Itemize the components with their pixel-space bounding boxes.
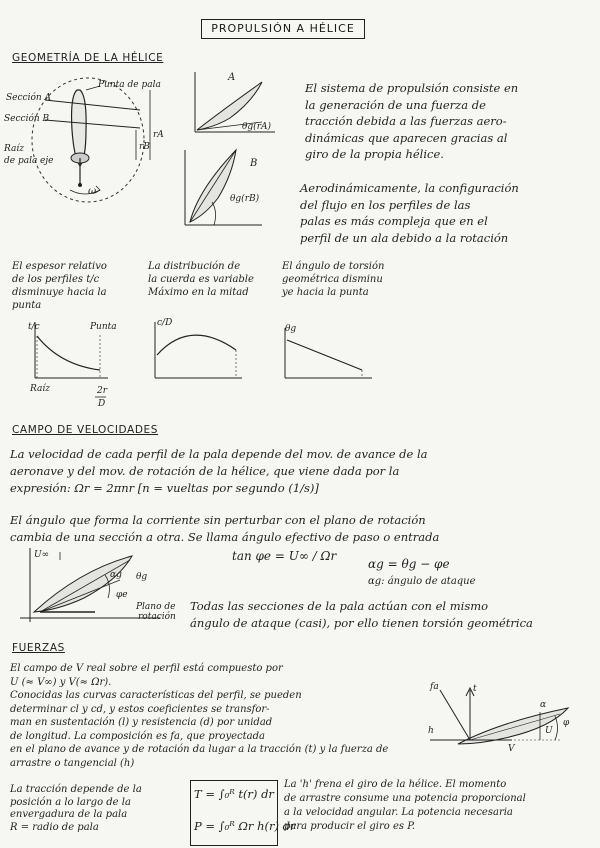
label-eje: eje [40,156,54,166]
text-line: man en sustentación (l) y resistencia (d) por unidad [10,717,273,728]
text-line: ye hacia la punta [282,287,369,298]
page-title: PROPULSIÓN A HÉLICE [211,22,355,35]
formula-power: P = ∫₀ᴿ Ωr h(r) dr [194,819,296,833]
force-v-label: V [508,744,515,754]
text-line: R = radio de pala [10,821,99,833]
text-line: de arrastre consume una potencia proporcional [284,793,526,804]
label-theta-a: θg(rA) [242,122,272,132]
text-line: arrastre o tangencial (h) [10,757,135,769]
label-seccion-b: Sección B [4,114,50,124]
force-h-label: h [428,726,434,736]
alpha-note: αg: ángulo de ataque [368,576,476,587]
text-line: la generación de una fuerza de [305,97,486,112]
graph1-raiz: Raíz [30,384,50,394]
text-line: del flujo en los perfiles de las [300,197,471,212]
arrastre-note [284,778,526,834]
graph1-punta: Punta [90,322,117,332]
force-t-label: t [473,684,477,694]
label-seccion-a: Sección A [6,93,52,103]
velocity-alpha-label: αg [110,570,122,580]
formula-alpha: αg = θg − φe [368,557,450,571]
text-line: geométrica disminu [282,274,383,285]
rotacion-label: rotación [138,612,176,622]
formula-thrust: T = ∫₀ᴿ t(r) dr [194,787,274,801]
text-line: Todas las secciones de la pala actúan con el mismo [190,599,489,613]
text-line: la cuerda es variable [148,274,254,285]
text-line: El ángulo de torsión [282,261,385,272]
text-line: Aerodinámicamente, la configuración [300,181,519,195]
text-line: determinar cl y cd, y estos coeficientes se transfor- [10,703,270,715]
text-line: de longitud. La composición es fa, que proyectada [10,730,265,742]
force-u-label: U [545,726,553,736]
force-fa-label: fa [430,682,439,692]
text-line: Conocidas las curvas características del perfil, se pueden [10,690,302,701]
graph1-ylabel: t/c [28,322,40,332]
plano-label: Plano de [136,602,176,612]
label-de-pala: de pala [4,156,38,166]
text-line: Máximo en la mitad [148,287,249,298]
text-line: El espesor relativo [12,261,107,272]
text-line: cambia de una sección a otra. Se llama ángulo efectivo de paso o entrada [10,530,440,544]
velocity-theta-label: θg [136,572,148,582]
text-line: giro de la propia hélice. [305,147,444,161]
text-line: a la velocidad angular. La potencia necesaria [284,807,513,818]
text-line: palas es más compleja que en el [300,214,488,228]
text-line: tracción debida a las fuerzas aero- [305,114,507,128]
label-section-a: A [228,72,236,83]
text-line: de los perfiles t/c [12,274,100,285]
text-line: posición a lo largo de la [10,796,131,808]
section-heading-geometria: GEOMETRÍA DE LA HÉLICE [12,52,164,64]
section-heading-fuerzas: FUERZAS [12,642,65,654]
traccion-note [10,784,142,834]
velocity-u-label: U∞ [34,550,50,560]
text-line: El campo de V real sobre el perfil está compuesto por [10,663,283,674]
text-line: La tracción depende de la [10,784,142,795]
text-line: expresión: Ωr = 2πnr [n = vueltas por segundo (1/s)] [10,481,319,495]
text-line: El ángulo que forma la corriente sin perturbar con el plano de rotación [10,513,426,527]
graph1-x-num: 2r [97,386,108,396]
text-line: punta [12,300,42,311]
text-line: El sistema de propulsión consiste en [305,81,519,95]
formula-tan-phi: tan φe = U∞ / Ωr [232,549,337,563]
graph3-ylabel: θg [285,324,297,334]
text-line: perfil de un ala debido a la rotación [300,230,509,245]
section-heading-campo: CAMPO DE VELOCIDADES [12,424,159,436]
text-line: dinámicas que aparecen gracias al [305,130,508,145]
text-line: aeronave y del mov. de rotación de la hélice, que viene dada por la [10,464,400,478]
text-line: para producir el giro es P. [284,821,416,832]
label-theta-b: θg(rB) [230,194,260,204]
text-line: La velocidad de cada perfil de la pala depende del mov. de avance de la [10,447,428,461]
label-section-b: B [250,158,258,169]
graph2-ylabel: c/D [157,318,173,328]
label-punta-pala: Punta de pala [98,80,161,90]
graph1-x-den: D [98,399,106,409]
text-line: La distribución de [148,261,241,272]
text-line: envergadura de la pala [10,809,128,820]
velocity-phi-label: φe [116,590,128,600]
text-line: U (≈ V∞) y V(≈ Ωr). [10,676,112,688]
label-rb: rB [139,142,150,152]
text-line: ángulo de ataque (casi), por ello tienen torsión geométrica [190,616,533,630]
text-line: en el plano de avance y de rotación da lugar a la tracción (t) y la fuerza de [10,744,389,755]
label-ra: rA [153,130,164,140]
label-raiz: Raíz [4,144,24,154]
label-omega: ω [88,186,97,197]
force-phi-label: φ [563,718,570,728]
text-line: La 'h' frena el giro de la hélice. El momento [284,779,507,790]
text-line: disminuye hacia la [12,287,107,298]
force-alpha-label: α [540,700,547,710]
